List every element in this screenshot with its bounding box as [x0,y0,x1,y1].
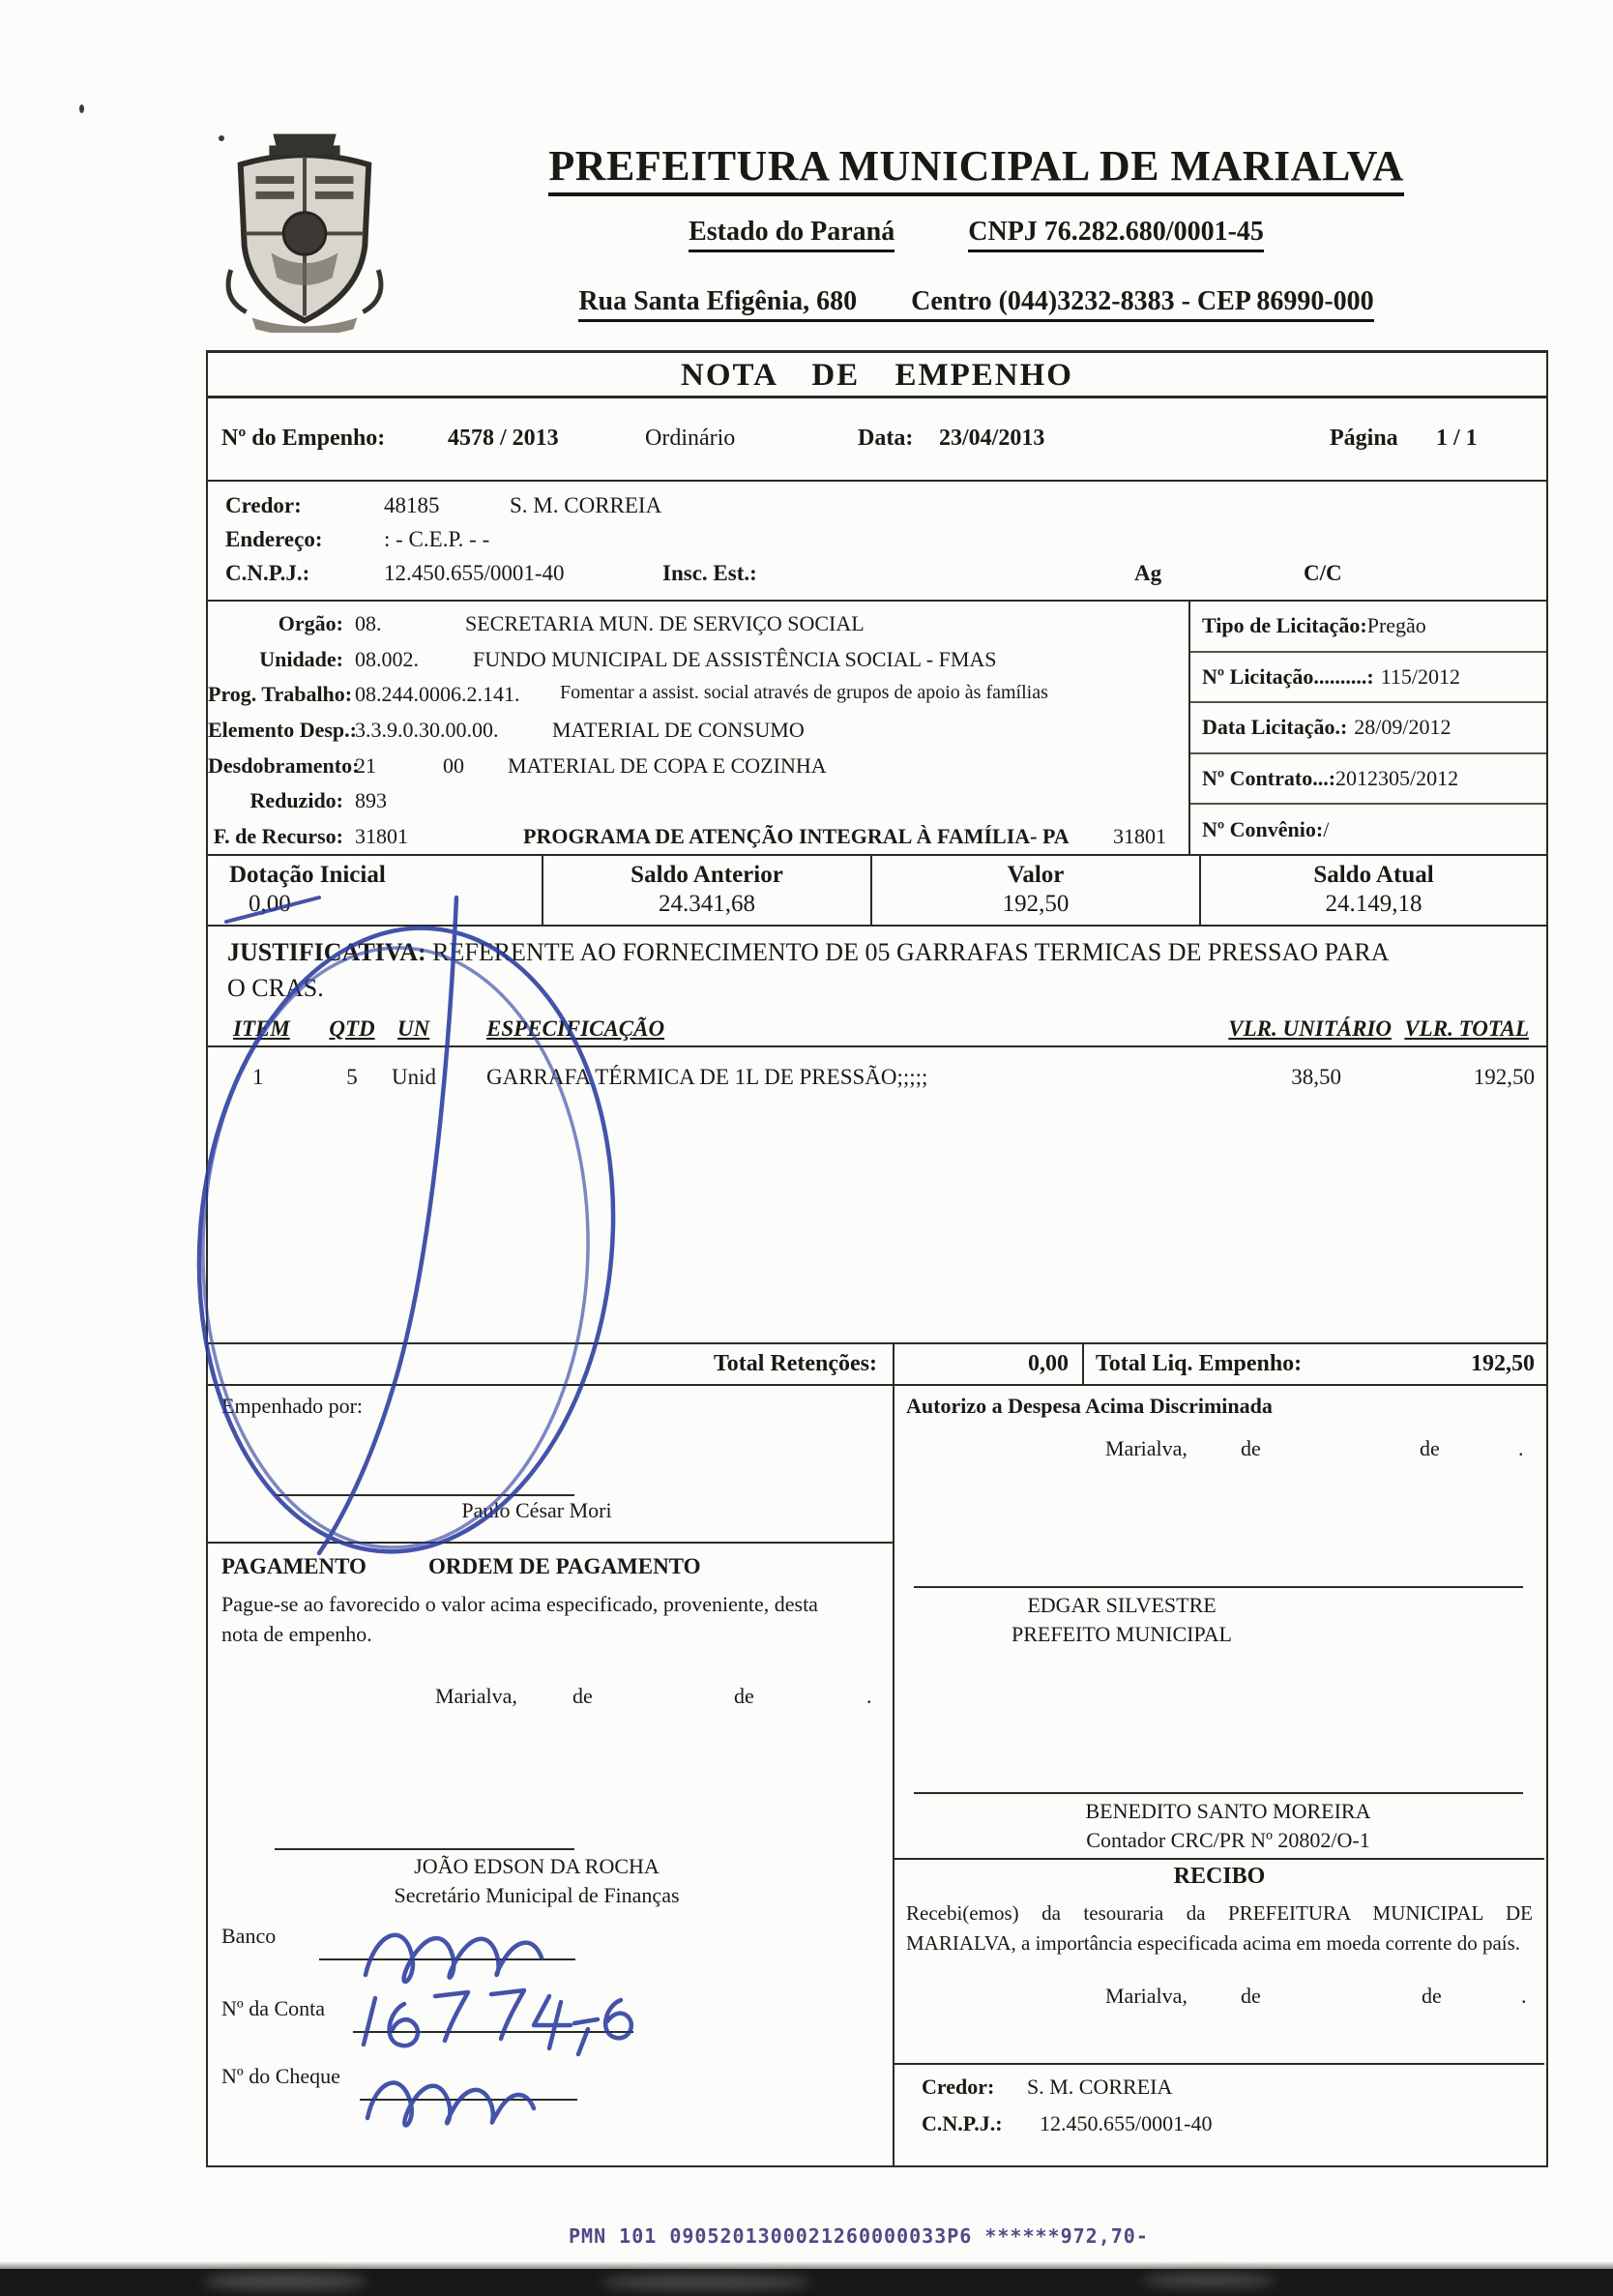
cidade: Marialva, [1105,1436,1188,1460]
pagamento-titulo: PAGAMENTO [221,1554,367,1578]
convenio-row [1190,805,1546,854]
desdobramento-codigo: 21 [355,752,376,778]
tipo-licitacao-valor: Pregão [1366,613,1426,638]
cnpj-row [208,561,1546,594]
pagamento-col [208,1386,894,2165]
justificativa-box [208,927,1546,1008]
saldo-anterior-header: Saldo Anterior [631,862,783,888]
fonte-recurso-row [208,820,1187,856]
scan-bottom-band [0,2269,1613,2296]
itens-header [208,1008,1546,1047]
insc-est-label: Insc. Est.: [662,561,757,585]
item-qtd: 5 [346,1065,358,1089]
empenho-data: 23/04/2013 [939,426,1045,451]
desdobramento-row [208,750,1187,785]
unidade-codigo: 08.002. [355,646,419,671]
header-cnpj: CNPJ 76.282.680/0001-45 [968,217,1264,252]
item-row [208,1047,1546,1090]
unidade-label: Unidade: [259,646,343,671]
credor-codigo: 48185 [384,493,440,517]
totais-row [208,1342,1546,1386]
divisor [208,1542,893,1544]
conta-label: Nº da Conta [221,1996,326,2020]
ag-label: Ag [1134,561,1162,585]
elemento-desp-codigo: 3.3.9.0.30.00.00. [355,718,499,743]
contrato-valor: 2012305/2012 [1335,766,1459,791]
elemento-desp-descricao: MATERIAL DE CONSUMO [552,718,805,743]
convenio-valor: / [1323,816,1330,841]
credor-box [208,482,1546,602]
de: de [572,1684,593,1708]
cc-label: C/C [1304,561,1342,585]
scan-edge-shadow [0,2261,1613,2269]
dotacao-inicial-valor: 0,00 [249,891,291,917]
prog-trabalho-label: Prog. Trabalho: [208,682,353,707]
num-licitacao-valor: 115/2012 [1380,663,1461,689]
header-endereco-complemento: Centro (044)3232-8383 - CEP 86990-000 [911,286,1374,316]
num-licitacao-row [1190,653,1546,704]
header-endereco: Rua Santa Efigênia, 680 [578,286,858,316]
fonte-recurso-descricao: PROGRAMA DE ATENÇÃO INTEGRAL À FAMÍLIA- PA [523,824,1070,849]
header-line3 [404,286,1548,322]
de: de [1422,1984,1442,2008]
unidade-row [208,643,1187,679]
empenho-tipo: Ordinário [645,426,736,451]
desdobramento-descricao: MATERIAL DE COPA E COZINHA [508,752,827,778]
recibo-cnpj-valor: 12.450.655/0001-40 [1040,2111,1213,2135]
contador-cargo: Contador CRC/PR Nº 20802/O-1 [1086,1828,1370,1852]
prefeito-assinatura-linha [914,1586,1523,1588]
divisor [894,2063,1544,2065]
empenho-id-row [208,398,1546,482]
endereco-row [208,527,1546,560]
desdobramento-label: Desdobramento: [208,752,360,778]
justificativa-texto: REFERENTE AO FORNECIMENTO DE 05 GARRAFAS TERMICAS DE PRESSAO PARA O CRAS. [227,938,1389,1002]
dot-matrix-print-line: PMN 101 0905201300021260000033P6 ******972,70- [569,2224,1149,2248]
prog-trabalho-codigo: 08.244.0006.2.141. [355,682,520,707]
valor-header: Valor [1007,862,1065,888]
col-especificacao: ESPECIFICAÇÃO [486,1016,665,1041]
fonte-recurso-codigo: 31801 [355,824,408,849]
empenhado-assinante: Paulo César Mori [461,1498,612,1522]
document-header [206,122,1548,350]
saldo-atual-valor: 24.149,18 [1325,891,1422,917]
col-un: UN [397,1016,430,1041]
fonte-recurso-extra: 31801 [1113,824,1166,849]
total-liquido-cell [1084,1344,1546,1384]
de: de [1241,1984,1261,2008]
data-licitacao-valor: 28/09/2012 [1354,715,1452,740]
contrato-label: Nº Contrato...: [1202,766,1336,791]
saldo-atual-header: Saldo Atual [1313,862,1434,888]
secretario-assinatura-linha [275,1848,574,1850]
orgao-descricao: SECRETARIA MUN. DE SERVIÇO SOCIAL [465,611,865,635]
recibo-credor-label: Credor: [922,2075,995,2099]
classificacao-left [208,602,1187,854]
secretario-cargo: Secretário Municipal de Finanças [394,1883,680,1907]
classificacao-box [208,602,1546,856]
cheque-linha [360,2099,577,2101]
municipal-crest-logo [214,126,396,333]
elemento-desp-row [208,714,1187,750]
scan-band-smudge [600,2275,812,2290]
unidade-descricao: FUNDO MUNICIPAL DE ASSISTÊNCIA SOCIAL - FMAS [473,646,997,671]
prefeito-cargo: PREFEITO MUNICIPAL [1012,1622,1232,1646]
reduzido-row [208,784,1187,820]
total-liquido-label: Total Liq. Empenho: [1096,1351,1303,1376]
cnpj-label: C.N.P.J.: [225,561,310,585]
pagamento-texto: Pague-se ao favorecido o valor acima especificado, proveniente, desta nota de empenho. [221,1592,818,1646]
col-item: ITEM [233,1016,290,1041]
de: de [734,1684,754,1708]
elemento-desp-label: Elemento Desp.: [208,718,357,743]
col-vlr-total: VLR. TOTAL [1404,1016,1529,1041]
secretario-nome: JOÃO EDSON DA ROCHA [414,1854,660,1878]
dotacao-inicial-cell [208,856,543,925]
ordem-pagamento-titulo: ORDEM DE PAGAMENTO [428,1554,701,1578]
orgao-title [404,141,1548,191]
item-vlr-unitario: 38,50 [1291,1065,1341,1089]
recibo-texto: Recebi(emos) da tesouraria da PREFEITURA MUNICIPAL DE MARIALVA, a importância especificada acima em moeda corrente do país. [906,1901,1533,1955]
total-retencoes-label: Total Retenções: [208,1344,894,1384]
recibo-credor-nome: S. M. CORREIA [1027,2075,1173,2099]
item-un: Unid [392,1065,436,1089]
prog-trabalho-row [208,678,1187,714]
contrato-row [1190,754,1546,806]
num-licitacao-label: Nº Licitação..........: [1202,663,1374,689]
recibo-cnpj-label: C.N.P.J.: [922,2111,1003,2135]
valor-cell [872,856,1201,925]
valor-valor: 192,50 [1002,891,1070,917]
desdobramento-codigo2: 00 [443,752,464,778]
saldo-anterior-valor: 24.341,68 [659,891,755,917]
dotacao-table [208,856,1546,927]
endereco-valor: : - C.E.P. - - [384,527,490,551]
cheque-label: Nº do Cheque [221,2064,340,2088]
fonte-recurso-label: F. de Recurso: [213,824,343,849]
doc-title: NOTA DE EMPENHO [208,353,1546,398]
total-liquido-valor: 192,50 [1471,1351,1535,1376]
endereco-label: Endereço: [225,527,323,551]
cnpj-valor: 12.450.655/0001-40 [384,561,565,585]
de: de [1241,1436,1261,1460]
item-especificacao: GARRAFA TÉRMICA DE 1L DE PRESSÃO;;;;; [486,1065,928,1089]
recibo-titulo: RECIBO [1173,1864,1266,1889]
itens-body [208,1047,1546,1342]
justificativa-label: JUSTIFICATIVA: [227,938,426,966]
de: de [1420,1436,1440,1460]
tipo-licitacao-row [1190,602,1546,653]
empenho-numero-label: Nº do Empenho: [221,426,386,451]
pagina-label: Página [1330,426,1398,451]
col-qtd: QTD [329,1016,375,1041]
credor-row [208,493,1546,526]
ponto: . [1518,1436,1524,1460]
header-line2 [404,217,1548,252]
item-vlr-total: 192,50 [1473,1065,1535,1089]
banco-label: Banco [221,1924,277,1948]
scan-speck [79,104,84,113]
scan-band-smudge [1141,2274,1276,2287]
autorizo-titulo: Autorizo a Despesa Acima Discriminada [906,1394,1273,1418]
contador-nome: BENEDITO SANTO MOREIRA [1085,1799,1371,1823]
conta-linha [353,2031,633,2033]
col-vlr-unitario: VLR. UNITÁRIO [1228,1016,1392,1041]
data-licitacao-row [1190,703,1546,754]
saldo-atual-cell [1201,856,1546,925]
empenho-form [206,350,1548,2167]
credor-nome: S. M. CORREIA [510,493,662,517]
licitacao-col [1188,602,1546,854]
orgao-codigo: 08. [355,611,382,635]
empenho-numero: 4578 / 2013 [448,426,559,451]
banco-linha [319,1958,575,1960]
orgao-row [208,607,1187,643]
orgao-title-text: PREFEITURA MUNICIPAL DE MARIALVA [548,142,1403,196]
tipo-licitacao-label: Tipo de Licitação: [1202,613,1367,638]
orgao-label: Orgão: [278,611,343,635]
dotacao-inicial-header: Dotação Inicial [229,862,386,888]
empenhado-por-label: Empenhado por: [221,1394,364,1418]
pagina-valor: 1 / 1 [1436,426,1478,451]
credor-label: Credor: [225,493,302,517]
cidade: Marialva, [1105,1984,1188,2008]
scan-band-smudge [203,2273,367,2290]
prefeito-nome: EDGAR SILVESTRE [1027,1593,1217,1617]
empenho-data-label: Data: [858,426,914,451]
estado-label: Estado do Paraná [689,217,894,252]
prog-trabalho-descricao: Fomentar a assist. social através de grupos de apoio às famílias [560,682,1048,704]
ponto: . [866,1684,872,1708]
item-numero: 1 [252,1065,264,1089]
total-retencoes-valor: 0,00 [894,1344,1084,1384]
cidade: Marialva, [435,1684,517,1708]
assinaturas-area [208,1386,1546,2165]
reduzido-label: Reduzido: [249,788,343,813]
divisor [894,1858,1544,1860]
data-licitacao-label: Data Licitação.: [1202,715,1348,740]
autorizacao-col [894,1386,1544,2165]
contador-assinatura-linha [914,1792,1523,1794]
ponto: . [1521,1984,1527,2008]
empenhado-assinatura-linha [275,1494,574,1496]
reduzido-codigo: 893 [355,788,387,813]
convenio-label: Nº Convênio: [1202,816,1324,841]
saldo-anterior-cell [543,856,872,925]
